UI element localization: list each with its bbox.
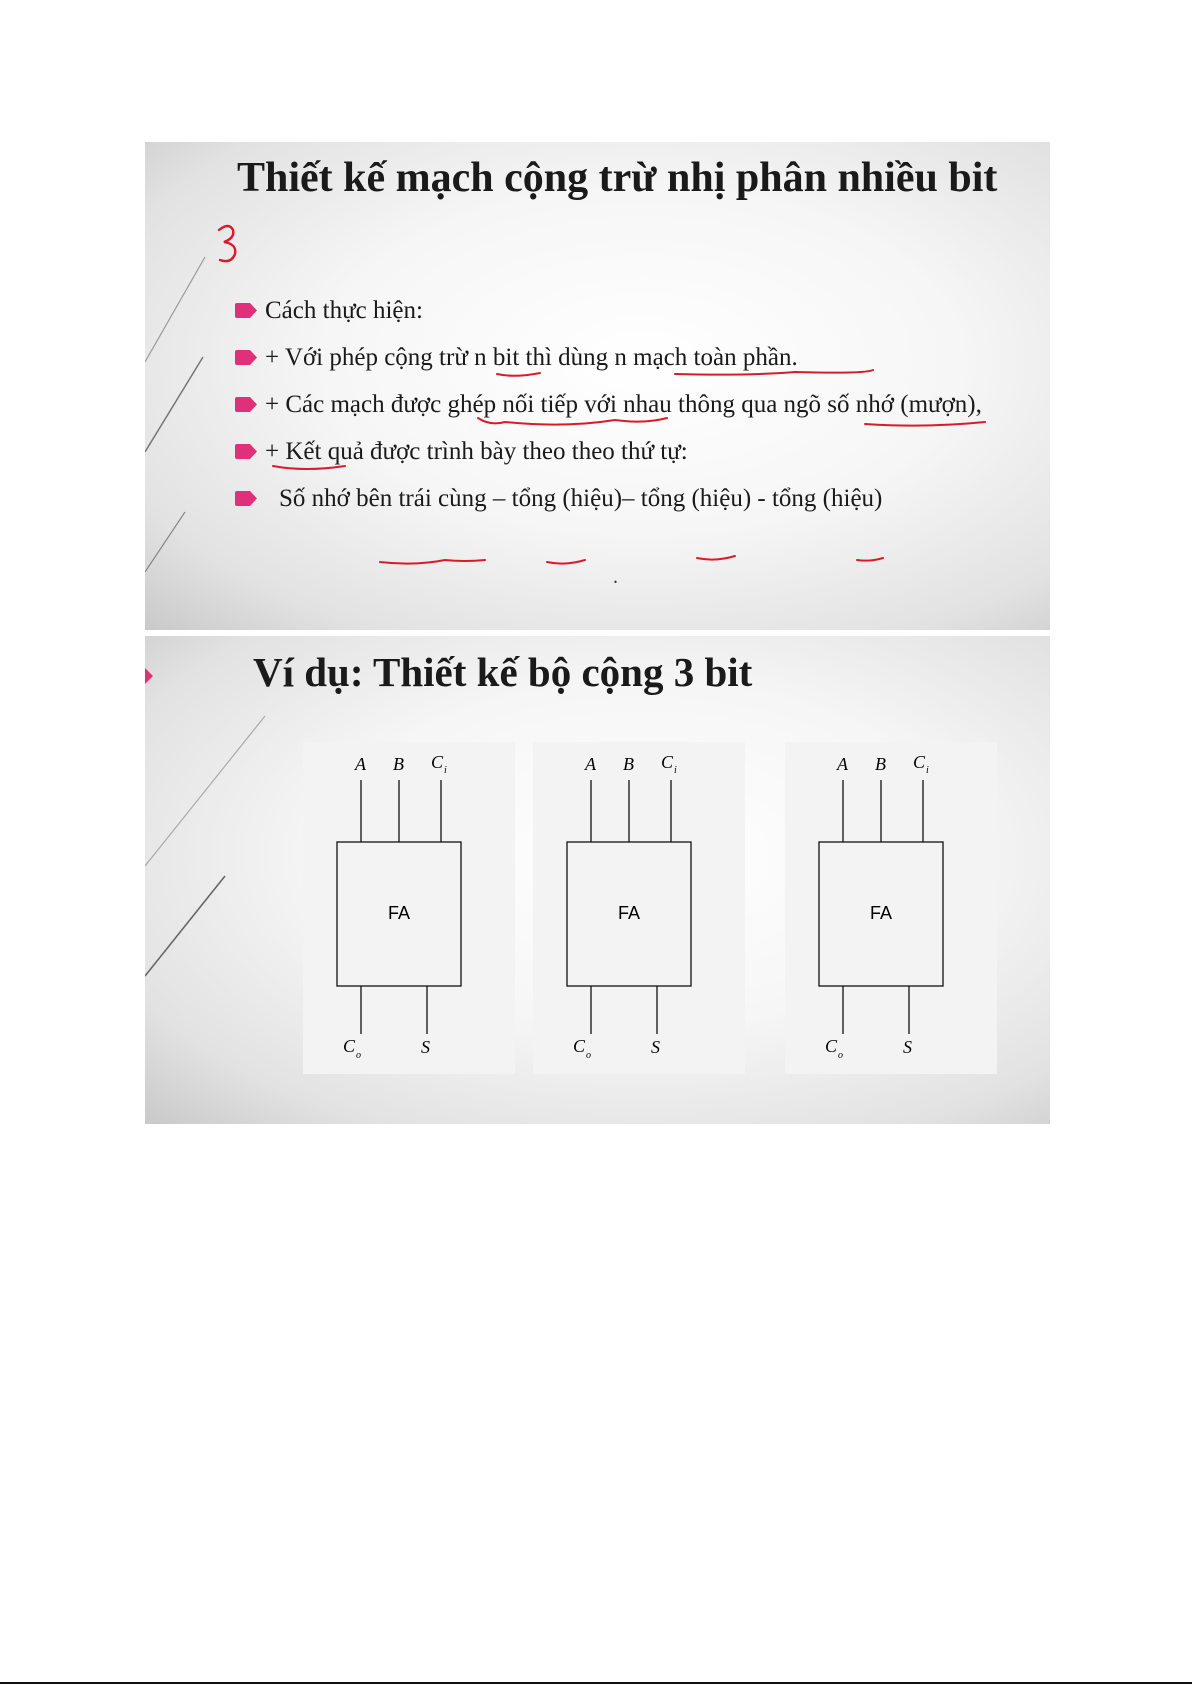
full-adder-block (533, 742, 745, 1074)
input-a-label: A (837, 754, 848, 774)
bullet-text: + Với phép cộng trừ n bit thì dùng n mạch toàn phần. (265, 344, 798, 371)
output-sum-label: S (421, 1037, 430, 1057)
list-item (235, 341, 1035, 375)
output-carry-label: C (343, 1036, 356, 1056)
full-adder-block (303, 742, 515, 1074)
output-carry-label: C (573, 1036, 586, 1056)
bullet-text: + Các mạch được ghép nối tiếp với nhau thông qua ngõ số nhớ (mượn), (265, 391, 982, 418)
input-a-label: A (355, 754, 366, 774)
input-carry-label: C (661, 752, 674, 772)
input-b-label: B (393, 754, 404, 774)
list-item (235, 482, 1035, 516)
output-carry-subscript: o (838, 1050, 843, 1061)
pink-arrow-bullet-icon (235, 350, 257, 365)
input-a-label: A (585, 754, 596, 774)
output-sum-label: S (903, 1037, 912, 1057)
slide-title: Ví dụ: Thiết kế bộ cộng 3 bit (253, 649, 753, 695)
input-carry-subscript: i (444, 765, 447, 776)
slide-3bit-adder-example (145, 636, 1050, 1124)
pink-arrow-edge-icon (145, 668, 153, 684)
slide-multi-bit-adder (145, 142, 1050, 630)
output-sum-label: S (651, 1037, 660, 1057)
bullet-text: + Kết quả được trình bày theo theo thứ tự: (265, 438, 688, 465)
full-adder-diagram (533, 742, 745, 1074)
list-item (235, 435, 1035, 469)
full-adder-diagram (303, 742, 515, 1074)
output-carry-subscript: o (356, 1050, 361, 1061)
bullet-text: Số nhớ bên trái cùng – tổng (hiệu)– tổng (hiệu) - tổng (hiệu) (279, 485, 883, 512)
list-item (235, 294, 1035, 328)
input-carry-label: C (913, 752, 926, 772)
full-adder-diagram (785, 742, 997, 1074)
input-carry-label: C (431, 752, 444, 772)
input-b-label: B (623, 754, 634, 774)
slide-title: Thiết kế mạch cộng trừ nhị phân nhiều bit (237, 155, 998, 201)
handwritten-number-3 (215, 222, 245, 266)
full-adder-block (785, 742, 997, 1074)
fa-label: FA (387, 903, 411, 923)
stray-dot: . (613, 566, 618, 588)
page-bottom-rule (0, 1682, 1192, 1684)
input-b-label: B (875, 754, 886, 774)
output-carry-subscript: o (586, 1050, 591, 1061)
bullet-list (235, 294, 1035, 529)
pink-arrow-bullet-icon (235, 444, 257, 459)
input-carry-subscript: i (926, 765, 929, 776)
fa-label: FA (869, 903, 893, 923)
list-item (235, 388, 1035, 422)
fa-label: FA (617, 903, 641, 923)
pink-arrow-bullet-icon (235, 397, 257, 412)
pink-arrow-bullet-icon (235, 491, 257, 506)
output-carry-label: C (825, 1036, 838, 1056)
input-carry-subscript: i (674, 765, 677, 776)
pink-arrow-bullet-icon (235, 303, 257, 318)
bullet-text: Cách thực hiện: (265, 297, 423, 324)
